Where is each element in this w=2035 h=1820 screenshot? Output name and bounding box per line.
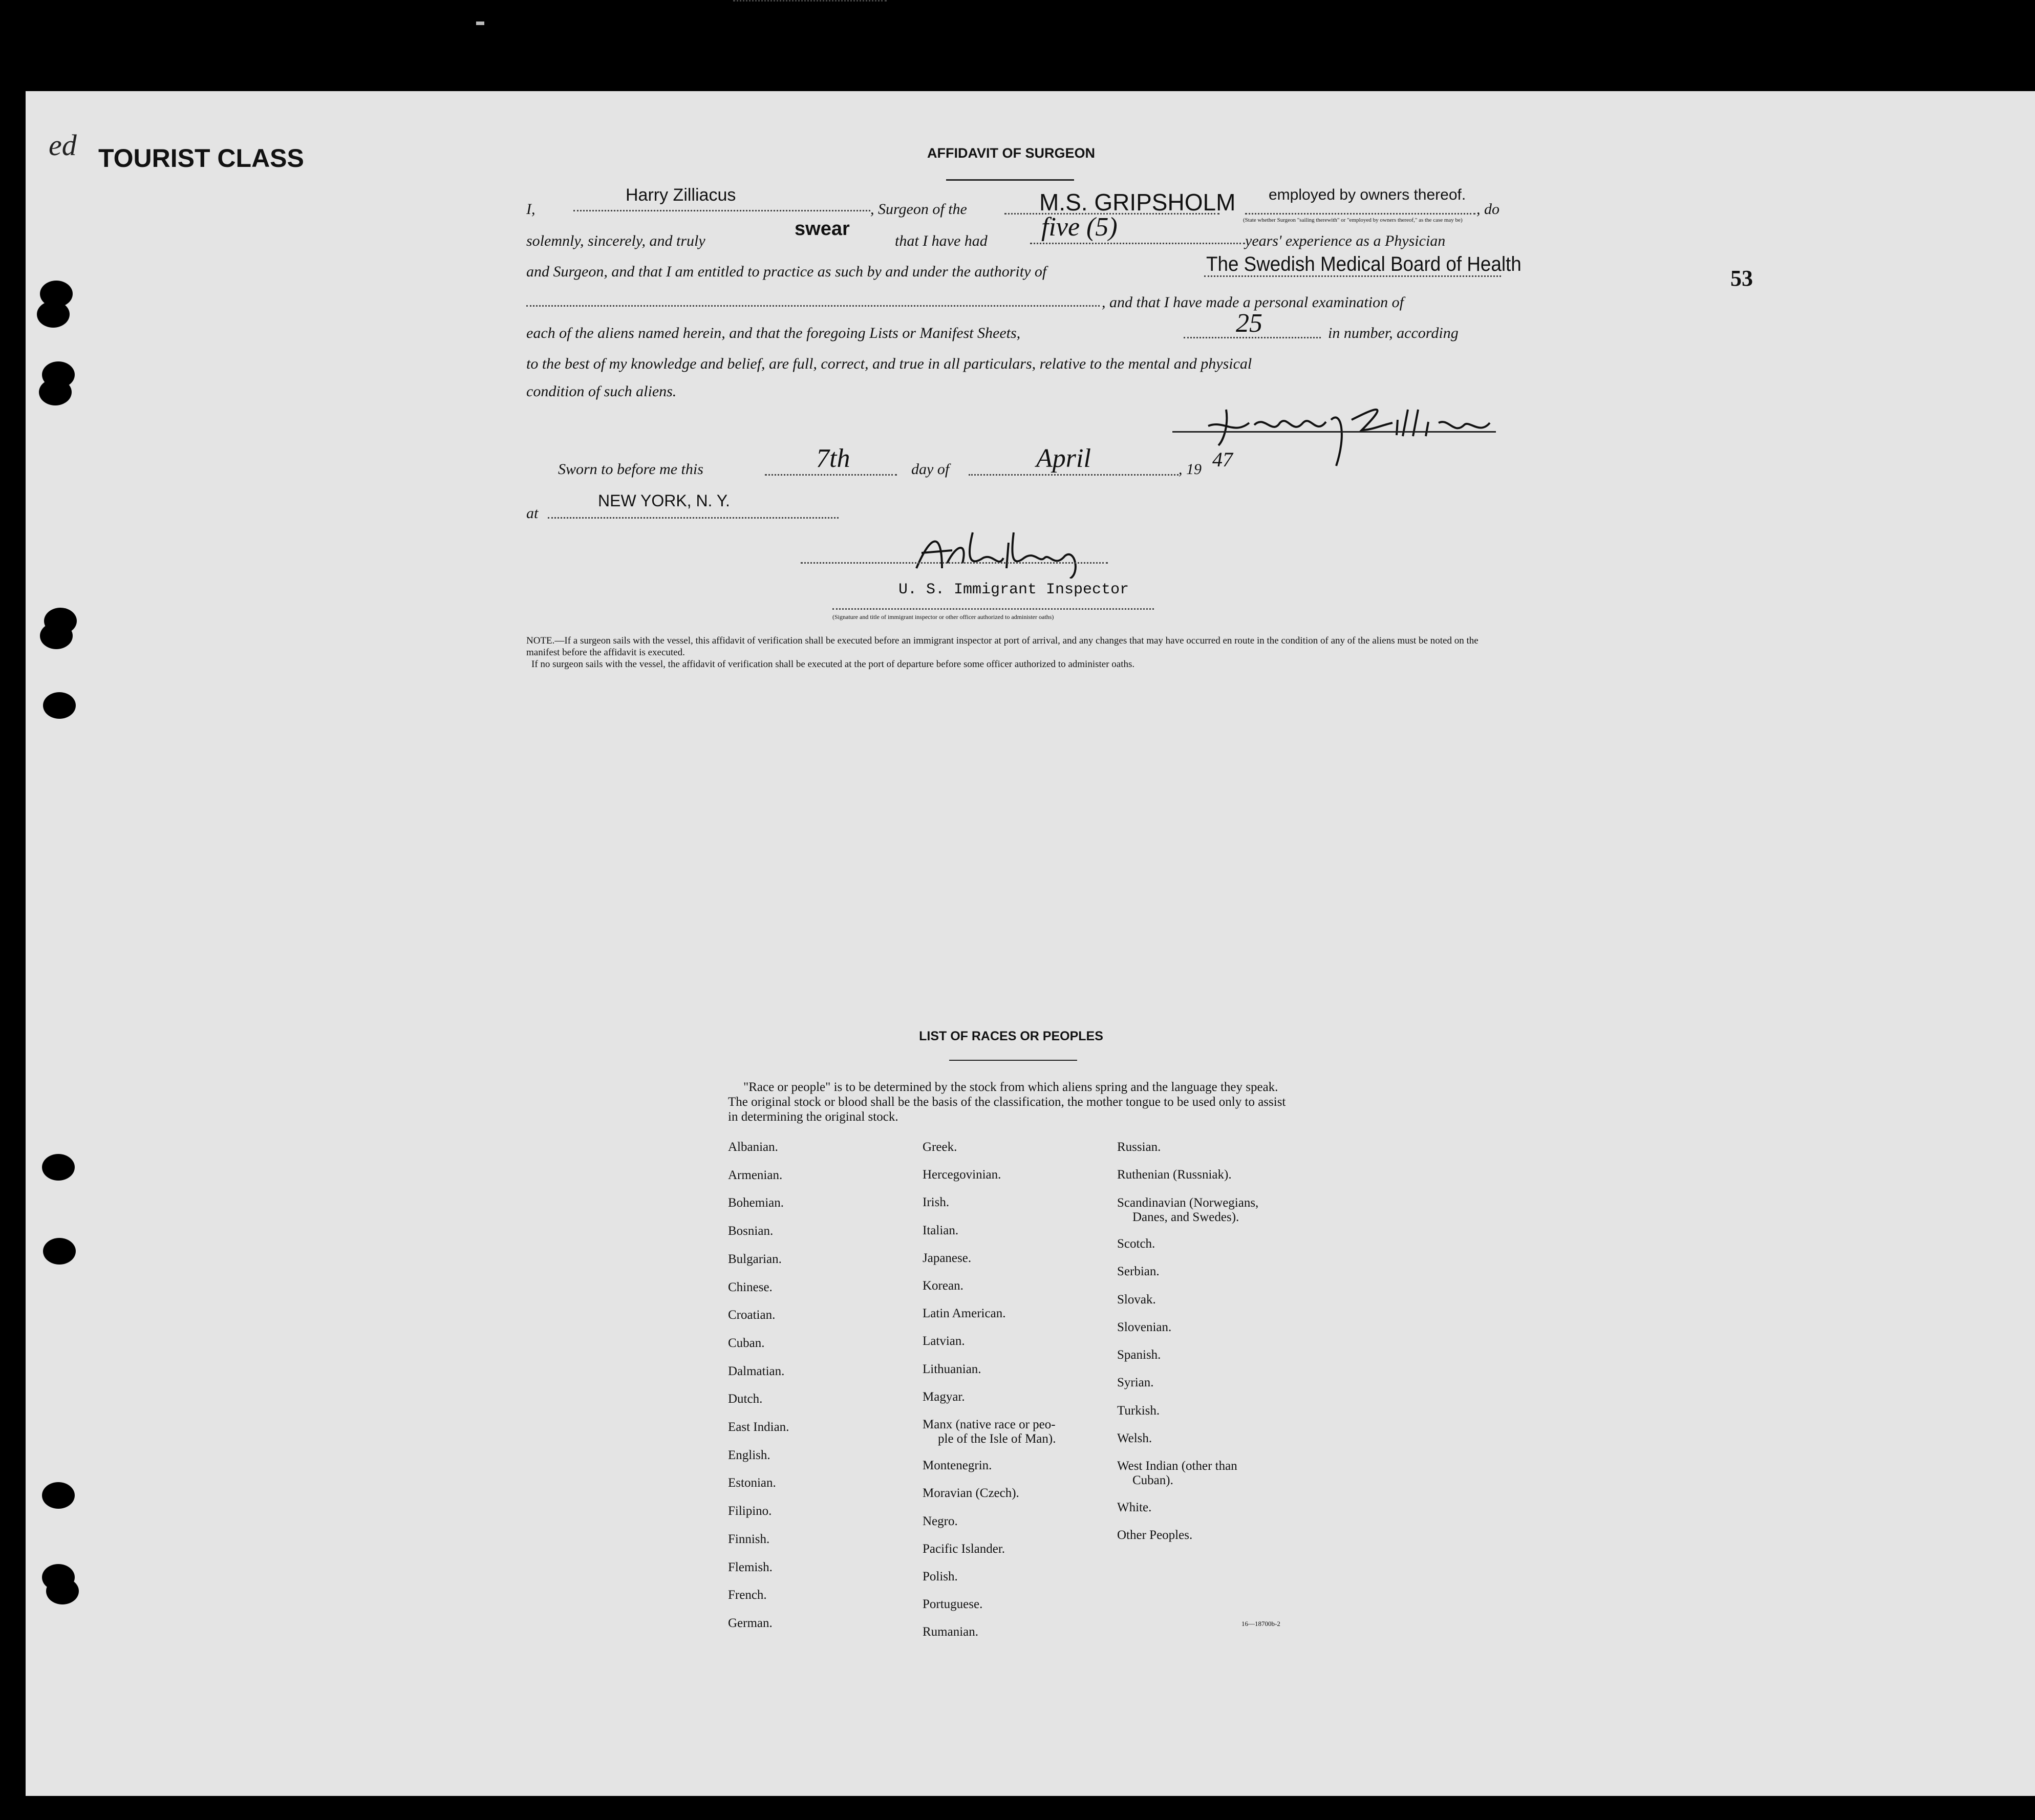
practice-label: and Surgeon, and that I am entitled to practice as such by and under the authority of <box>526 263 1047 280</box>
years-line <box>1030 243 1245 244</box>
race-item: Magyar. <box>923 1389 965 1404</box>
scan-mark <box>476 22 484 25</box>
employment-text: employed by owners thereof. <box>1269 186 1466 203</box>
race-item: French. <box>728 1588 767 1602</box>
corner-mark-text: ed <box>49 129 77 162</box>
race-item: Irish. <box>923 1195 950 1210</box>
number-label: in number, according <box>1328 325 1459 341</box>
race-item: Serbian. <box>1117 1265 1160 1279</box>
binder-hole <box>42 1482 75 1509</box>
race-item: Bulgarian. <box>728 1252 782 1266</box>
inspector-title: U. S. Immigrant Inspector <box>898 581 1129 598</box>
binder-hole <box>42 1154 75 1181</box>
race-item: Spanish. <box>1117 1348 1161 1362</box>
form-sheet <box>26 91 2035 1796</box>
race-item: Finnish. <box>728 1532 770 1546</box>
race-item: Portuguese. <box>923 1597 983 1612</box>
race-item: Montenegrin. <box>923 1459 992 1473</box>
race-item: Dutch. <box>728 1392 763 1406</box>
vessel-name: M.S. GRIPSHOLM <box>1039 189 1236 216</box>
surgeon-of-label: , Surgeon of the <box>870 201 967 218</box>
affidavit-note <box>526 635 1499 670</box>
authority-text: The Swedish Medical Board of Health <box>1206 253 1522 275</box>
location-line <box>548 517 839 519</box>
races-intro: "Race or people" is to be determined by the stock from which aliens spring and the language they speak. The original stock or blood shall be the basis of the classification, the mother tongue to be used only to assist in determining the original stock. <box>728 1080 1286 1124</box>
inspector-signature <box>911 522 1106 579</box>
race-item: Japanese. <box>923 1251 972 1265</box>
race-item: Rumanian. <box>923 1625 979 1639</box>
sworn-month: April <box>1036 444 1091 473</box>
race-item: Flemish. <box>728 1560 773 1574</box>
inspector-signature-line <box>801 562 1108 564</box>
race-item: Russian. <box>1117 1140 1161 1154</box>
race-item: Greek. <box>923 1140 957 1154</box>
race-item: Syrian. <box>1117 1376 1154 1390</box>
race-item: Filipino. <box>728 1504 772 1518</box>
race-item: Italian. <box>923 1223 959 1237</box>
race-item: Ruthenian (Russniak). <box>1117 1168 1232 1182</box>
race-item: Pacific Islander. <box>923 1541 1005 1556</box>
binder-hole <box>43 1238 76 1265</box>
form-code: 16—18700b-2 <box>1241 1620 1280 1628</box>
race-item: Armenian. <box>728 1168 783 1182</box>
sworn-day: 7th <box>816 444 850 473</box>
race-item: Estonian. <box>728 1476 776 1490</box>
blank-line <box>526 305 1100 307</box>
race-item: Scandinavian (Norwegians, Danes, and Swedes). <box>1117 1195 1259 1224</box>
year-suffix: 47 <box>1212 448 1233 471</box>
title-rule <box>946 179 1074 181</box>
page-number: 53 <box>1730 266 1753 291</box>
sworn-label: Sworn to before me this <box>558 461 703 478</box>
races-title: LIST OF RACES OR PEOPLES <box>919 1029 1103 1043</box>
race-item: Polish. <box>923 1570 958 1583</box>
note-text-2: If no surgeon sails with the vessel, the affidavit of verification shall be executed at the port of departure before some officer authorized to administer oaths. <box>531 659 1135 670</box>
surgeon-name: Harry Zilliacus <box>626 185 736 205</box>
race-item: Other Peoples. <box>1117 1528 1193 1542</box>
race-item: Negro. <box>923 1514 958 1528</box>
race-item: Cuban. <box>728 1336 765 1350</box>
race-item: Bosnian. <box>728 1224 774 1238</box>
races-title-rule <box>949 1060 1077 1061</box>
race-item: Slovak. <box>1117 1292 1156 1307</box>
race-item: Korean. <box>923 1279 963 1293</box>
examination-label: , and that I have made a personal examination of <box>1102 294 1404 311</box>
caption-line <box>832 608 1154 610</box>
race-item: Slovenian. <box>1117 1320 1172 1334</box>
race-item: Lithuanian. <box>923 1362 981 1376</box>
race-item: German. <box>728 1616 773 1630</box>
experience-label: years' experience as a Physician <box>1245 232 1446 249</box>
class-label: TOURIST CLASS <box>98 144 304 173</box>
employment-note: (State whether Surgeon "sailing therewith" or "employed by owners thereof," as the case may be) <box>1243 217 1463 223</box>
day-line <box>765 474 897 476</box>
employment-line <box>1245 213 1475 215</box>
binder-hole <box>39 379 72 405</box>
solemnly-label: solemnly, sincerely, and truly <box>526 232 705 249</box>
race-item: Hercegovinian. <box>923 1168 1001 1182</box>
month-line <box>969 474 1179 476</box>
race-item: Dalmatian. <box>728 1364 785 1378</box>
sheet-count: 25 <box>1236 309 1262 338</box>
race-item: Bohemian. <box>728 1196 784 1210</box>
race-item: Latin American. <box>923 1307 1006 1321</box>
years-text: five (5) <box>1041 212 1118 242</box>
had-label: that I have had <box>895 232 988 249</box>
condition-label: condition of such aliens. <box>526 383 677 400</box>
race-item: Turkish. <box>1117 1403 1160 1418</box>
race-item: Manx (native race or peo- ple of the Isle of Man). <box>923 1418 1056 1446</box>
race-item: East Indian. <box>728 1420 789 1434</box>
binder-hole <box>37 301 70 328</box>
binder-hole <box>46 1578 79 1604</box>
binder-hole <box>40 623 73 649</box>
day-of-label: day of <box>911 461 950 478</box>
do-label: , do <box>1476 201 1500 218</box>
race-item: Welsh. <box>1117 1431 1152 1445</box>
location: NEW YORK, N. Y. <box>598 491 730 510</box>
race-item: Scotch. <box>1117 1236 1155 1251</box>
race-item: English. <box>728 1448 770 1462</box>
aliens-label: each of the aliens named herein, and that the foregoing Lists or Manifest Sheets, <box>526 325 1021 341</box>
race-item: White. <box>1117 1500 1152 1514</box>
oath-line <box>733 0 887 2</box>
race-item: Albanian. <box>728 1140 778 1154</box>
race-item: Moravian (Czech). <box>923 1486 1019 1501</box>
signature-caption: (Signature and title of immigrant inspector or other officer authorized to administer oaths) <box>832 613 1054 620</box>
knowledge-label: to the best of my knowledge and belief, are full, correct, and true in all particulars, relative to the mental and physical <box>526 355 1252 372</box>
i-label: I, <box>526 201 535 218</box>
name-line <box>573 210 870 211</box>
race-item: Latvian. <box>923 1334 965 1348</box>
race-item: Croatian. <box>728 1308 776 1322</box>
race-item: Chinese. <box>728 1280 773 1294</box>
binder-hole <box>43 692 76 719</box>
affidavit-title: AFFIDAVIT OF SURGEON <box>927 145 1095 161</box>
oath-word: swear <box>795 218 850 240</box>
at-label: at <box>526 505 539 522</box>
note-text: NOTE.—If a surgeon sails with the vessel, this affidavit of verification shall be executed before an immigrant inspector at port of arrival, and any changes that may have occurred en route in the condition of any of the aliens must be noted on the manifest before the affidavit is executed. <box>526 635 1479 658</box>
year-prefix: , 19 <box>1179 461 1202 478</box>
surgeon-signature-line <box>1172 431 1496 433</box>
race-item: West Indian (other than Cuban). <box>1117 1459 1237 1488</box>
